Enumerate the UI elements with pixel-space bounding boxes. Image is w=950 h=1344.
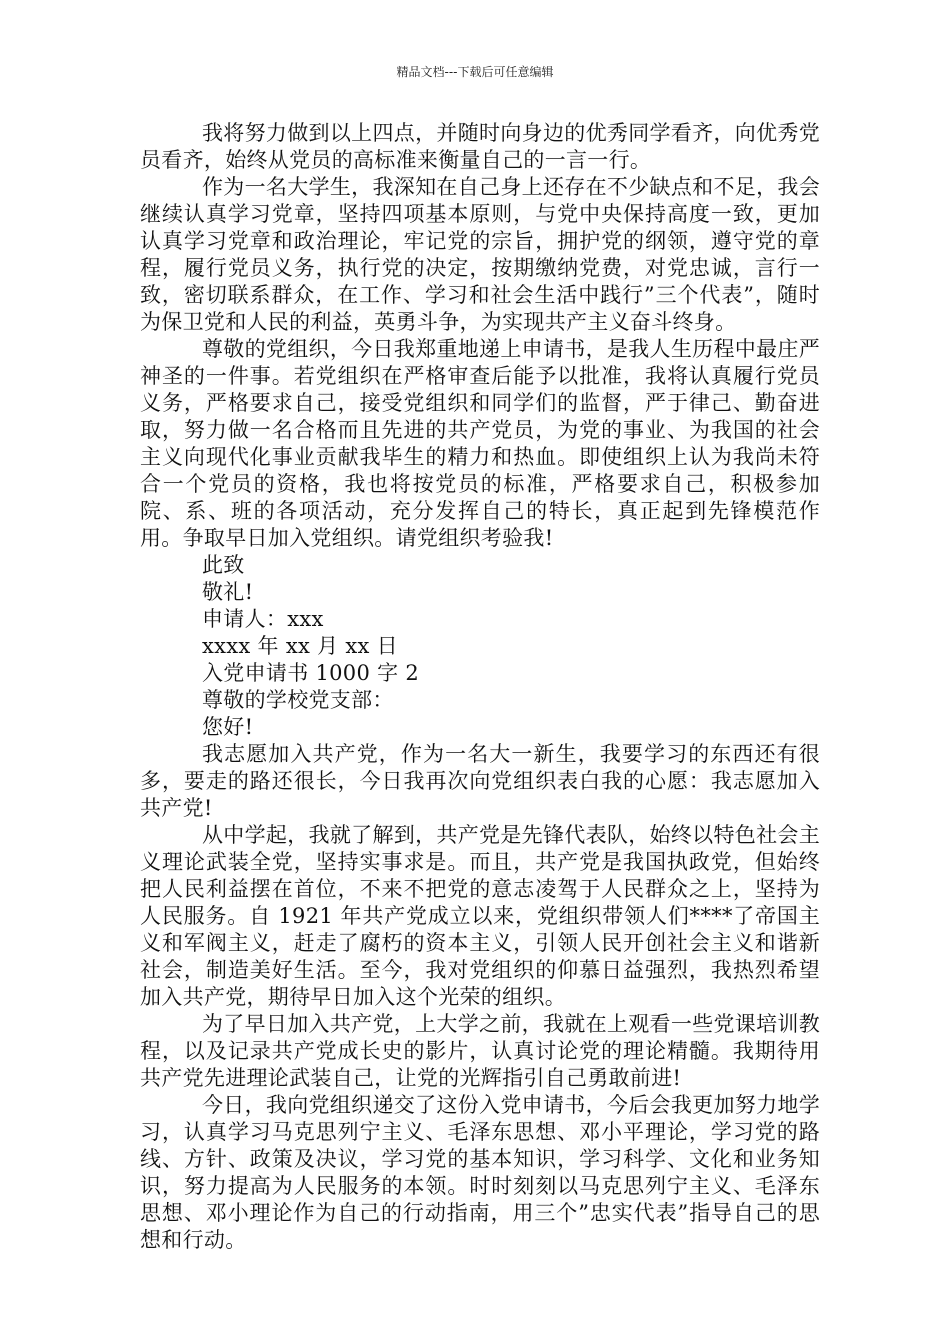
page-header-note: 精品文档---下载后可任意编辑 bbox=[396, 65, 554, 79]
paragraph-2: 作为一名大学生，我深知在自己身上还存在不少缺点和不足，我会继续认真学习党章，坚持四项基本原则，与党中央保持高度一致，更加认真学习党章和政治理论，牢记党的宗旨，拥护党的纲领，遵守党的章程，履行党员义务，执行党的决定，按期缴纳党费，对党忠诚，言行一致，密切联系群众，在工作、学习和社会生活中践行”三个代表”，随时为保卫党和人民的利益，英勇斗争，为实现共产主义奋斗终身。 bbox=[140, 175, 820, 334]
salutation-line: 尊敬的学校党支部： bbox=[202, 688, 394, 712]
paragraph-7: 今日，我向党组织递交了这份入党申请书，今后会我更加努力地学习，认真学习马克思列宁主义、毛泽东思想、邓小平理论，学习党的路线、方针、政策及决议，学习党的基本知识，学习科学、文化和业务知识，努力提高为人民服务的本领。时时刻刻以马克思列宁主义、毛泽东思想、邓小理论作为自己的行动指南，用三个”忠实代表”指导自己的思想和行动。 bbox=[140, 1093, 820, 1252]
paragraph-5: 从中学起，我就了解到，共产党是先锋代表队，始终以特色社会主义理论武装全党，坚持实事求是。而且，共产党是我国执政党，但始终把人民利益摆在首位，不来不把党的意志凌驾于人民群众之上，坚持为人民服务。自 1921 年共产党成立以来，党组织带领人们****了帝国主义和军阀主义，赶走了腐朽的资本主义，引领人民开创社会主义和谐新社会，制造美好生活。至今，我对党组织的仰慕日益强烈，我热烈希望加入共产党，期待早日加入这个光荣的组织。 bbox=[140, 823, 820, 1009]
document-body bbox=[140, 120, 820, 1254]
greeting-line: 您好! bbox=[202, 715, 254, 739]
paragraph-3: 尊敬的党组织，今日我郑重地递上申请书，是我人生历程中最庄严神圣的一件事。若党组织在严格审查后能予以批准，我将认真履行党员义务，严格要求自己，接受党组织和同学们的监督，严于律己、勤奋进取，努力做一名合格而且先进的共产党员，为党的事业、为我国的社会主义向现代化事业贡献我毕生的精力和热血。即使组织上认为我尚未符合一个党员的资格，我也将按党员的标准，严格要求自己，积极参加院、系、班的各项活动，充分发挥自己的特长，真正起到先锋模范作用。争取早日加入党组织。请党组织考验我! bbox=[140, 337, 820, 550]
paragraph-1: 我将努力做到以上四点，并随时向身边的优秀同学看齐，向优秀党员看齐，始终从党员的高标准来衡量自己的一言一行。 bbox=[140, 121, 820, 172]
applicant-line: 申请人：xxx bbox=[202, 607, 324, 631]
date-line: xxxx 年 xx 月 xx 日 bbox=[202, 634, 398, 658]
paragraph-6: 为了早日加入共产党，上大学之前，我就在上观看一些党课培训教程，以及记录共产党成长史的影片，认真讨论党的理论精髓。我期待用共产党先进理论武装自己，让党的光辉指引自己勇敢前进! bbox=[140, 1012, 820, 1090]
second-letter-title: 入党申请书 1000 字 2 bbox=[202, 661, 420, 685]
paragraph-4: 我志愿加入共产党，作为一名大一新生，我要学习的东西还有很多，要走的路还很长，今日我再次向党组织表白我的心愿：我志愿加入共产党! bbox=[140, 742, 820, 820]
closing-line-2: 敬礼! bbox=[202, 580, 254, 604]
closing-line-1: 此致 bbox=[202, 553, 245, 577]
